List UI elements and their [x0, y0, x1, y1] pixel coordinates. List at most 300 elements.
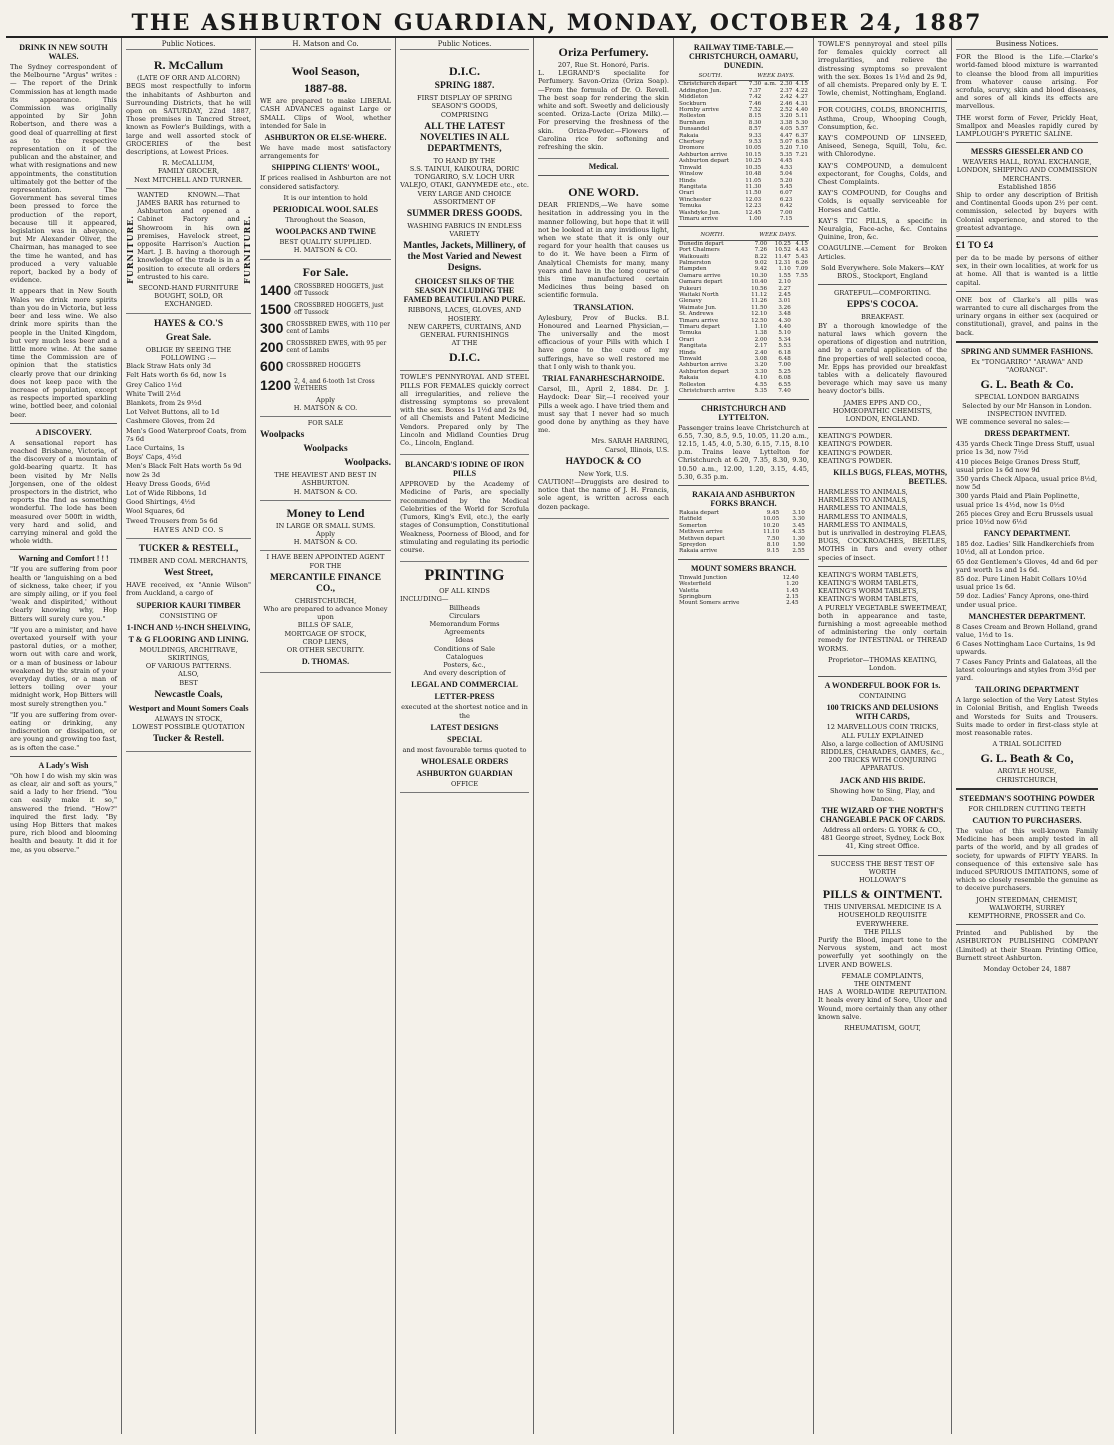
timetable-row	[678, 388, 809, 394]
tucker-also: ALSO,	[178, 670, 199, 679]
departure-time: 2.10	[778, 279, 791, 286]
list-item: 85 doz. Pure Linen Habit Collars 10½d usual price 1s 6d.	[956, 574, 1087, 592]
departure-time: 5.45	[779, 183, 793, 190]
list-item: Grey Calico 1½d	[126, 380, 182, 389]
article-warning-p2: "If you are a minister, and have overtaxed yourself with your pastoral duties, or a mother, worn out with care and work, or a man of business or labour weakened by the strain of your everyday duties, or a man of letters toiling over your midnight work, Hop Bitters will most surely strengthen you."	[10, 625, 117, 708]
mccallum-title: R. McCallum	[153, 58, 224, 73]
printing-latest: LATEST DESIGNS	[430, 722, 499, 732]
book-marvel: 12 MARVELLOUS COIN TRICKS,	[826, 723, 939, 732]
departure-time: 3.30	[792, 516, 805, 523]
ad-oriza	[538, 40, 669, 159]
steedman-heading: STEEDMAN'S SOOTHING POWDER	[959, 793, 1095, 803]
gieseler-sub: WEAVERS HALL, ROYAL EXCHANGE, LONDON, SHIPPING AND COMMISSION MERCHANTS.	[956, 158, 1098, 183]
dic-wash: WASHING FABRICS IN ENDLESS VARIETY	[407, 222, 522, 239]
departure-time: 1.30	[792, 535, 805, 542]
printing-wholesale: WHOLESALE ORDERS	[420, 756, 509, 766]
printing-letter: LETTER-PRESS	[434, 692, 495, 702]
divider	[10, 549, 117, 550]
departure-time: 6.42	[779, 203, 793, 210]
sale-row	[260, 301, 391, 317]
divider	[956, 236, 1098, 237]
book-fully: ALL FULLY EXPLAINED	[841, 731, 924, 740]
departure-time: 7.00	[779, 209, 793, 216]
woolpacks-forsale: FOR SALE	[307, 419, 344, 428]
epps-body: BY a thorough knowledge of the natural laws which govern the operations of digestion and nutrition, and by a careful application of the fine properties of well selected cocoa, Mr. Epps has provided our breakfast tables with a delicately flavoured beverage which may save us many heavy doctor's bills.	[818, 321, 947, 396]
departure-time: 5.11	[795, 113, 808, 120]
beath-we: WE commence several no sales:—	[956, 417, 1070, 426]
departure-time: 7.30	[748, 81, 762, 88]
departure-time: 3.45	[792, 522, 805, 529]
holloway-heading: HOLLOWAY'S	[859, 876, 906, 885]
station-name: Dromore	[679, 145, 705, 152]
list-item: 6 Cases Nottingham Lace Curtains, 1s 9d upwards.	[956, 640, 1096, 657]
wool-title: Wool Season,	[291, 64, 360, 79]
tucker-various: OF VARIOUS PATTERNS.	[145, 662, 232, 671]
wool-through: Throughout the Season,	[285, 216, 366, 225]
divider	[818, 427, 947, 428]
forsale-sign: H. MATSON & CO.	[293, 403, 358, 412]
departure-time: 2.27	[778, 285, 791, 292]
sale-row	[260, 282, 391, 298]
station-name: Somerton	[679, 522, 707, 529]
divider	[10, 756, 117, 757]
station-name: Methven depart	[679, 535, 725, 542]
trial-signature-place: Carsol, Illinois, U.S.	[604, 445, 669, 454]
departure-time: 4.45	[779, 158, 793, 165]
columns	[6, 38, 1108, 1434]
harmless-line: HARMLESS TO ANIMALS,	[818, 496, 908, 505]
imprint: Printed and Published by the ASHBURTON PUBLISHING COMPANY (Limited) at their Steam Printing Office, Burnett street Ashburton.	[956, 929, 1098, 962]
tailoring-body: A large selection of the Very Latest Styles in Colonial British, and English Tweeds and Worsteds for Suits and Trousers. Suits made to order in first-class style at most reasonable rates.	[956, 696, 1098, 737]
gieseler-body: Ship to order any description of British and Continental Goods upon 2½ per cent. commission, selected by buyers with Colonial experience, and stored to the greatest advantage.	[956, 191, 1098, 232]
ad-mccallum	[126, 53, 251, 189]
departure-time: 2.45	[778, 292, 791, 298]
station-name: Hatfield	[679, 516, 702, 523]
departure-time: 7.46	[748, 100, 762, 107]
mercantile-who: Who are prepared to advance Money upon	[263, 605, 388, 622]
beath2-city: CHRISTCHURCH,	[996, 775, 1058, 784]
station-name: Winslow	[679, 171, 703, 178]
beath-inspection: INSPECTION INVITED.	[987, 409, 1067, 418]
departure-time: 4.30	[778, 317, 791, 324]
tucker-inch: 1-INCH AND ½-INCH SHELVING,	[126, 622, 251, 632]
departure-time: 11.50	[745, 190, 762, 197]
station-name: Christchurch depart	[679, 81, 737, 88]
forsale-apply: Apply	[315, 395, 336, 404]
wool-ship: SHIPPING CLIENTS' WOOL,	[271, 163, 380, 173]
list-item: Heavy Dress Goods, 6½d	[126, 479, 211, 488]
departure-time: 4.31	[795, 100, 808, 107]
haydock-title: HAYDOCK & CO	[565, 456, 642, 467]
timetable-row	[678, 240, 809, 247]
departure-time: 11.12	[751, 292, 768, 298]
tucker-signature: Tucker & Restell.	[153, 734, 224, 745]
departure-time: 1.10	[754, 324, 768, 331]
divider	[678, 226, 809, 227]
departure-time: 9.45	[766, 509, 780, 516]
list-item: Boys' Caps, 4½d	[126, 453, 182, 462]
wool-year: 1887-88.	[304, 81, 347, 96]
rakaia-heading: RAKAIA AND ASHBURTON FORKS BRANCH.	[692, 489, 795, 508]
departure-time: 4.10	[754, 375, 768, 382]
kays-text-2: KAY'S COMPOUND, a demulcent expectorant, for Coughs, Colds, and Chest Complaints.	[818, 161, 947, 187]
departure-time: 2.52	[779, 107, 793, 114]
departure-time: 8.15	[748, 113, 762, 120]
departure-time: 10.30	[751, 272, 768, 279]
woolpacks-line3: Woolpacks.	[344, 458, 391, 469]
timetable-row	[678, 216, 809, 222]
list-item: 410 pieces Beige Granes Dress Stuff, usual price 1s 6d now 9d	[956, 457, 1081, 474]
ad-money	[260, 501, 391, 552]
departure-time: 6.55	[778, 381, 791, 388]
fancy-heading: FANCY DEPARTMENT.	[983, 529, 1071, 539]
dic-mantles: Mantles, Jackets, Millinery, of the Most Varied and Newest Designs.	[403, 241, 526, 274]
station-name: Palmerston	[679, 259, 712, 266]
ad-blancard	[400, 455, 529, 562]
list-item: 185 doz. Ladies' Silk Handkerchiefs from 10½d, all at London price.	[956, 540, 1095, 557]
wizard-address: Address all orders: G. YORK & CO., 481 George street, Sydney, Lock Box 41, King street Office.	[820, 826, 945, 851]
headline-drink: DRINK IN NEW SOUTH WALES.	[19, 43, 108, 61]
money-apply: Apply	[315, 530, 336, 539]
departure-time: 5.35	[754, 388, 768, 395]
list-item: 8 Cases Cream and Brown Holland, grand value, 1½d to 1s.	[956, 622, 1098, 639]
tucker-body: HAVE received, ex "Annie Wilson" from Auckland, a cargo of	[126, 581, 251, 598]
holloway-body: THIS UNIVERSAL MEDICINE IS A HOUSEHOLD REQUISITE EVERYWHERE.	[823, 903, 942, 928]
divider	[818, 284, 947, 285]
tucker-mouldings: MOULDINGS, ARCHITRAVE, SKIRTINGS,	[139, 645, 238, 662]
epps-grateful: GRATEFUL—COMFORTING.	[834, 289, 931, 298]
headline-lady: A Lady's Wish	[38, 760, 89, 770]
departure-time: 7.00	[754, 240, 768, 247]
departure-time: 12.45	[745, 209, 762, 216]
coaguline: COAGULINE.—Cement for Broken Articles.	[818, 244, 947, 261]
furniture-foot: SECOND-HAND FURNITURE BOUGHT, SOLD, OR EXCHANGED.	[138, 284, 239, 309]
tucker-street: West Street,	[164, 568, 213, 579]
list-item: 59 doz. Ladies' Fancy Aprons, one-third under usual price.	[956, 592, 1089, 609]
departure-time: 4.47	[779, 132, 793, 139]
kempthorne: KEMPTHORNE, PROSSER and Co.	[968, 912, 1086, 921]
station-name: Glenavy	[679, 298, 702, 305]
divider	[678, 485, 809, 486]
divider	[538, 175, 669, 176]
tucker-title: TUCKER & RESTELL,	[138, 543, 239, 554]
departure-time: 6.18	[778, 349, 791, 356]
ad-tucker	[126, 539, 251, 752]
furniture-side-label: FURNITURE.	[125, 215, 135, 285]
station-name: Addington Jun.	[679, 87, 722, 94]
article-warning-p1: "If you are suffering from poor health or 'languishing on a bed of sickness, take cheer, if you are simply ailing, or if you feel 'weak and dispirited,' without clearly knowing why, Hop Bitters will surely cure you."	[10, 565, 117, 623]
dic-first: FIRST DISPLAY OF SPRING SEASON'S GOODS,	[417, 94, 512, 111]
station-name: St. Andrews	[679, 311, 714, 318]
dic-title: D.I.C.	[448, 64, 480, 79]
departure-time: 10.35	[745, 164, 762, 171]
dress-heading: DRESS DEPARTMENT.	[984, 429, 1070, 439]
lyttelton-body: Passenger trains leave Christchurch at 6.55, 7.30, 8.5, 9.5, 10.05, 11.20 a.m., 12.15, 1.45, 4.0, 5.30, 6.15, 7.15, 8.10 p.m. Trains leave Lyttelton for Christchurch at 6.20, 7.35, 8.30, 9.30, 10.50 a.m., 12.00, 1.20, 3.15, 4.45, 5.30, 6.35 p.m.	[678, 423, 809, 481]
printing-item: Circulars	[449, 611, 480, 620]
towle-body: TOWLE'S pennyroyal and steel pills for females quickly correct all irregularities, and relieve the distressing symptoms so prevalent with the sex. Boxes 1s 1½d and 2s 9d, of all chemists. Prepared only by E. T. Towle, chemist, Nottingham, England.	[818, 40, 947, 98]
trial-signature: Mrs. SARAH HARRING,	[591, 437, 669, 446]
departure-time: 1.38	[754, 330, 768, 337]
pills-heading: THE PILLS	[863, 927, 902, 936]
departure-time: 11.47	[774, 253, 791, 260]
station-name: Rangitata	[679, 343, 707, 350]
departure-time: 9.15	[766, 548, 780, 555]
blancard-body: APPROVED by the Academy of Medicine of Paris, are specially recommended by the Medical Celebrities of the World for Scrofula (Tumors, King's Evil, etc.), the early stages of Consumption, Constitutional Weakness, Poorness of Blood, and for stimulating and regulating its periodic course.	[400, 480, 529, 554]
ointment-heading: THE OINTMENT	[854, 980, 911, 989]
worm-sign: Proprietor—THOMAS KEATING, London.	[827, 655, 938, 672]
list-item: Lot Velvet Buttons, all to 1d	[126, 408, 220, 417]
keating-kills: KILLS BUGS, FLEAS, MOTHS, BEETLES.	[833, 467, 947, 486]
forsale-title: For Sale.	[302, 264, 349, 279]
hayes-list	[126, 362, 251, 525]
station-name: Port Chalmers	[679, 247, 720, 254]
departure-time: 10.05	[745, 145, 762, 152]
translation-body: Aylesbury, Prov of Bucks. B.I. Honoured and Learned Physician,—The universally and the most efficacious of your Pills with which I have gone to the cure of my sufferings, have so well restored me that I only wish to thank you.	[538, 313, 669, 371]
departure-time: 2.15	[786, 593, 799, 600]
departure-time: 6.07	[779, 190, 793, 197]
departure-time: 10.15	[745, 151, 762, 158]
tucker-consisting: CONSISTING OF	[159, 611, 218, 620]
beath-special: SPECIAL LONDON BARGAINS	[974, 393, 1080, 402]
tucker-always: ALWAYS IN STOCK,	[154, 714, 223, 723]
departure-time: 10.20	[763, 522, 780, 529]
station-name: Dunsandel	[679, 126, 710, 133]
tucker-tg: T & G FLOORING AND LINING.	[128, 634, 249, 644]
column-7	[814, 38, 952, 1434]
keating-line: KEATING'S POWDER.	[818, 440, 893, 449]
hayes-sub: Great Sale.	[165, 332, 212, 343]
mercantile-city: CHRISTCHURCH,	[294, 596, 357, 605]
departure-time: 3.30	[754, 368, 768, 375]
departure-time: 7.52	[748, 107, 762, 114]
steedman-sub: FOR CHILDREN CUTTING TEETH	[968, 804, 1086, 813]
dic-ribbons: RIBBONS, LACES, GLOVES, AND HOSIERY.	[407, 306, 522, 323]
station-name: Tinwald	[679, 164, 702, 171]
departure-time: 10.52	[774, 247, 791, 254]
departure-time: 6.08	[778, 375, 791, 382]
gieseler-est: Established 1856	[998, 182, 1056, 191]
printing-title: PRINTING	[424, 567, 505, 585]
station-name: Temuka	[679, 203, 702, 210]
column-header: Business Notices.	[956, 40, 1098, 50]
keating-line: KEATING'S POWDER.	[818, 456, 893, 465]
departure-time: 3.48	[778, 311, 791, 318]
station-name: Temuka	[679, 330, 702, 337]
book-also: Also, a large collection of AMUSING RIDDLES, CHARADES, GAMES, &c.,	[820, 739, 945, 757]
coughs-text: FOR COUGHS, COLDS, BRONCHITIS, Asthma, Croup, Whooping Cough, Consumption, &c.	[818, 106, 947, 131]
station-name: Timaru arrive	[679, 317, 719, 324]
departure-time: 12.23	[745, 203, 762, 210]
caution-heading: CAUTION TO PURCHASERS.	[972, 816, 1082, 826]
manchester-list	[956, 623, 1098, 682]
mccallum-addr2: FAMILY GROCER,	[157, 167, 220, 176]
departure-time: 7.50	[766, 535, 780, 542]
station-name: Waimate Jun.	[679, 304, 717, 311]
departure-time: 3.20	[779, 113, 793, 120]
dress-list	[956, 440, 1098, 526]
keating-body: but is unrivalled in destroying FLEAS, BUGS, COCKROACHES, BEETLES, MOTHS in furs and every other species of insect.	[818, 528, 947, 562]
printing-special: SPECIAL	[447, 734, 482, 744]
woolpacks-line1: Woolpacks	[260, 430, 305, 441]
station-name: Pukeuri	[679, 285, 702, 292]
departure-time: 2.00	[754, 336, 768, 343]
rheumatism: RHEUMATISM, GOUT,	[844, 1024, 921, 1033]
wool-packs: WOOLPACKS AND TWINE	[275, 227, 376, 237]
north-heading: NORTH.	[678, 231, 747, 240]
departure-time: 4.27	[795, 94, 808, 101]
column-6	[674, 38, 814, 1434]
divider	[10, 423, 117, 424]
timetable-north	[678, 231, 809, 394]
departure-time: 7.26	[754, 247, 768, 254]
dic-all: ALL THE LATEST NOVELTIES IN ALL DEPARTMENTS,	[420, 121, 509, 154]
station-name: Westerfield	[679, 581, 712, 588]
station-name: Ashburton depart	[679, 368, 730, 375]
list-item: 350 yards Check Alpaca, usual price 8½d, now 5d	[956, 474, 1098, 492]
ad-woolpacks	[260, 417, 391, 501]
sale-count: 1400	[260, 281, 292, 298]
sale-desc: CROSSBRED HOGGETS, just off Tussock	[294, 282, 384, 297]
harmless-line: HARMLESS TO ANIMALS,	[818, 512, 908, 521]
departure-time: 7.40	[778, 388, 791, 395]
book-200: 200 TRICKS WITH CONJURING APPARATUS.	[828, 756, 937, 773]
dic-spring: SPRING 1887.	[434, 81, 495, 92]
departure-time: 8.10	[766, 541, 780, 548]
wizard-heading: THE WIZARD OF THE NORTH'S CHANGEABLE PACK OF CARDS.	[819, 806, 946, 825]
south-heading: SOUTH.	[678, 72, 743, 81]
list-item: 65 doz Gentlemen's Gloves, 4d and 6d per yard worth 1s and 1s 6d.	[956, 557, 1098, 574]
departure-time: 5.57	[795, 126, 808, 133]
column-4	[396, 38, 534, 1434]
station-name: Ashburton depart	[679, 158, 730, 165]
departure-time: 6.23	[779, 196, 793, 203]
departure-time: a.m.	[764, 81, 777, 88]
wool-periodical: PERIODICAL WOOL SALES	[272, 205, 379, 215]
station-name: Sockburn	[679, 100, 707, 107]
sale-desc: CROSSBRED HOGGETS	[286, 362, 361, 370]
departure-time: 2.46	[779, 100, 793, 107]
departure-time: 5.25	[778, 368, 791, 375]
timetable-row	[678, 81, 809, 88]
money-title: Money to Lend	[286, 505, 365, 520]
ad-printing	[400, 562, 529, 793]
money-sign: H. MATSON & CO.	[293, 538, 358, 547]
station-name: Christchurch arrive	[679, 388, 735, 395]
worm-line: KEATING'S WORM TABLETS,	[818, 578, 919, 587]
station-name: Orari	[679, 190, 695, 197]
list-item: Lace Curtains, 1s	[126, 443, 185, 452]
column-header: H. Matson and Co.	[260, 40, 391, 50]
station-name: Mount Somers arrive	[679, 600, 740, 607]
departure-time: 1.55	[778, 272, 791, 279]
list-item: Men's Good Waterproof Coats, from 7s 6d	[126, 426, 247, 443]
mercantile-sign: D. THOMAS.	[301, 657, 350, 667]
divider	[818, 676, 947, 677]
station-name: Middleton	[679, 94, 708, 101]
column-8	[952, 38, 1102, 1434]
departure-time: 12.03	[745, 196, 762, 203]
spring-ex: Ex "TONGARIRO" "ARAWA" AND "AORANGI".	[971, 357, 1083, 375]
departure-time	[806, 548, 809, 554]
beath2-title: G. L. Beath & Co,	[980, 751, 1074, 766]
weekdays-heading: WEEK DAYS.	[747, 231, 809, 240]
woolpacks-line2: Woolpacks	[303, 444, 348, 455]
harmless-line: HARMLESS TO ANIMALS,	[818, 504, 908, 513]
harmless-line: HARMLESS TO ANIMALS,	[818, 520, 908, 529]
tucker-westport: Westport and Mount Somers Coals	[128, 703, 249, 713]
masthead-title: THE ASHBURTON GUARDIAN, MONDAY, OCTOBER 24, 1887	[131, 10, 983, 36]
printing-item: Ideas	[455, 636, 474, 645]
station-name: Waikouaiti	[679, 253, 709, 260]
list-item: Cashmere Gloves, from 2d	[126, 417, 215, 426]
oriza-body: L. LEGRAND'S specialite for Perfumery. Savon-Oriza (Oriza Soap).—From the formula of Dr. O. Revell. The best soap for rendering the skin white and soft. Sweetly and deliciously scented. Oriza-Lacte (Oriza Milk).—For preserving the freshness of the skin. Oriza-Powder.—Flowers of Carolina rice for softening and refreshing the skin.	[538, 69, 669, 152]
worm-line: KEATING'S WORM TABLETS,	[818, 595, 919, 604]
woolpacks-sign: H. MATSON & CO.	[293, 487, 358, 496]
departure-time: 3.01	[778, 298, 791, 305]
station-name: Chertsey	[679, 139, 705, 146]
list-item: 300 yards Plaid and Plain Poplinette, usual price 1s 4½d, now 1s 0½d	[956, 492, 1080, 509]
departure-time: 4.22	[795, 87, 808, 94]
list-item: Men's Black Felt Hats worth 5s 9d now 2s 3d	[126, 462, 242, 479]
column-header: Public Notices.	[126, 40, 251, 50]
sale-row	[260, 377, 391, 393]
timetable-mount	[678, 575, 809, 607]
departure-time: 5.34	[778, 336, 791, 343]
departure-time: 5.35	[779, 151, 793, 158]
departure-time: 11.10	[763, 529, 780, 536]
ad-for-sale	[260, 260, 391, 417]
list-item: Tweed Trousers from 5s 6d	[126, 516, 218, 525]
departure-time: 4.35	[792, 529, 805, 536]
divider	[956, 291, 1098, 292]
sale-row	[260, 339, 391, 355]
printing-item: Memorandum Forms	[429, 619, 500, 628]
station-name: Winchester	[679, 196, 712, 203]
station-name: Tinwald	[679, 356, 702, 363]
book-100: 100 TRICKS AND DELUSIONS WITH CARDS,	[826, 703, 939, 722]
departure-time: 4.40	[778, 324, 791, 331]
mount-heading: MOUNT SOMERS BRANCH.	[691, 563, 796, 573]
printing-guardian: ASHBURTON GUARDIAN	[416, 768, 513, 778]
headline-discovery: A DISCOVERY.	[35, 427, 92, 437]
list-item: Black Straw Hats only 3d	[126, 362, 212, 371]
epps-sign: JAMES EPPS AND CO., HOMŒOPATHIC CHEMISTS, LONDON, ENGLAND.	[832, 398, 933, 423]
departure-time: 10.56	[751, 285, 768, 292]
steedman-location: JOHN STEEDMAN, CHEMIST, WALWORTH, SURREY	[976, 895, 1078, 912]
dic-carpets: NEW CARPETS, CURTAINS, AND GENERAL FURNISHINGS	[407, 322, 522, 340]
printing-exec: executed at the shortest notice and in the	[401, 703, 528, 720]
sale-desc: CROSSBRED EWES, with 110 per cent of Lambs	[286, 320, 391, 335]
list-item: Wool Squares, 6d	[126, 507, 185, 516]
trial-solicited: A TRIAL SOLICITED	[992, 740, 1062, 749]
divider	[678, 399, 809, 400]
oriza-title: Oriza Perfumery.	[558, 45, 649, 59]
printing-terms: and most favourable terms quoted to	[402, 745, 527, 754]
sale-count: 300	[260, 319, 284, 336]
woolpacks-heaviest: THE HEAVIEST AND BEST IN ASHBURTON.	[274, 471, 377, 488]
departure-time: 10.25	[745, 158, 762, 165]
departure-time: 1.50	[792, 541, 805, 548]
departure-time: 11.30	[745, 183, 762, 190]
sale-count: 1200	[260, 376, 292, 393]
departure-time: 5.20	[779, 177, 793, 184]
tucker-coal: Newcastle Coals,	[154, 689, 223, 700]
station-name: Oamaru depart	[679, 279, 723, 286]
sale-count: 600	[260, 357, 284, 374]
holloway-pre: SUCCESS THE BEST TEST OF WORTH	[830, 859, 935, 876]
kays-tic: KAY'S TIC PILLS, a specific in Neuralgia, Face-ache, &c. Contains Quinine, Iron, &c.	[818, 216, 947, 242]
railway-title: RAILWAY TIME-TABLE.—CHRISTCHURCH, OAMARU, DUNEDIN.	[688, 43, 799, 70]
